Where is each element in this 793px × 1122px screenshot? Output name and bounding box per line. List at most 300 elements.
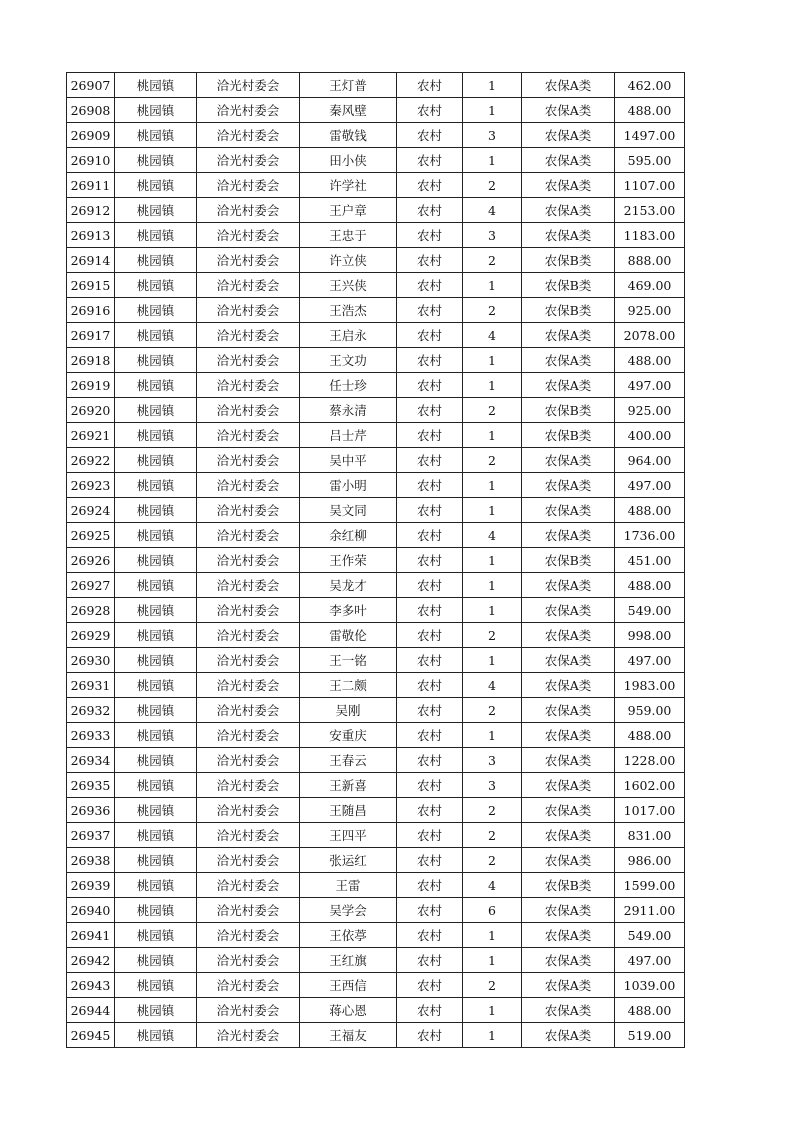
record-id-cell: 26907: [67, 73, 115, 98]
table-row: [67, 73, 685, 98]
residence-type-cell: 农村: [397, 673, 463, 698]
household-size-cell: 2: [463, 398, 522, 423]
table-row: [67, 723, 685, 748]
person-name-cell: 雷小明: [300, 473, 397, 498]
person-name-cell: 吴学会: [300, 898, 397, 923]
table-row: [67, 548, 685, 573]
residence-type-cell: 农村: [397, 623, 463, 648]
insurance-category-cell: 农保A类: [522, 898, 615, 923]
village-committee-cell: 洽光村委会: [197, 848, 300, 873]
amount-cell: 1983.00: [615, 673, 685, 698]
insurance-category-cell: 农保A类: [522, 73, 615, 98]
residence-type-cell: 农村: [397, 273, 463, 298]
record-id-cell: 26918: [67, 348, 115, 373]
person-name-cell: 王启永: [300, 323, 397, 348]
village-committee-cell: 洽光村委会: [197, 1023, 300, 1048]
household-size-cell: 1: [463, 548, 522, 573]
amount-cell: 2078.00: [615, 323, 685, 348]
amount-cell: 497.00: [615, 648, 685, 673]
residence-type-cell: 农村: [397, 798, 463, 823]
table-row: [67, 873, 685, 898]
table-row: [67, 448, 685, 473]
town-cell: 桃园镇: [115, 973, 197, 998]
record-id-cell: 26936: [67, 798, 115, 823]
record-id-cell: 26942: [67, 948, 115, 973]
village-committee-cell: 洽光村委会: [197, 773, 300, 798]
household-size-cell: 2: [463, 973, 522, 998]
table-row: [67, 523, 685, 548]
record-id-cell: 26938: [67, 848, 115, 873]
amount-cell: 1228.00: [615, 748, 685, 773]
insurance-category-cell: 农保B类: [522, 298, 615, 323]
household-size-cell: 4: [463, 198, 522, 223]
town-cell: 桃园镇: [115, 698, 197, 723]
person-name-cell: 王忠于: [300, 223, 397, 248]
residence-type-cell: 农村: [397, 223, 463, 248]
person-name-cell: 王二颇: [300, 673, 397, 698]
amount-cell: 488.00: [615, 98, 685, 123]
insurance-category-cell: 农保B类: [522, 273, 615, 298]
household-size-cell: 2: [463, 298, 522, 323]
village-committee-cell: 洽光村委会: [197, 898, 300, 923]
person-name-cell: 王户章: [300, 198, 397, 223]
record-id-cell: 26933: [67, 723, 115, 748]
residence-type-cell: 农村: [397, 923, 463, 948]
residence-type-cell: 农村: [397, 123, 463, 148]
insurance-category-cell: 农保B类: [522, 423, 615, 448]
table-row: [67, 1023, 685, 1048]
insurance-category-cell: 农保A类: [522, 923, 615, 948]
town-cell: 桃园镇: [115, 748, 197, 773]
town-cell: 桃园镇: [115, 798, 197, 823]
village-committee-cell: 洽光村委会: [197, 148, 300, 173]
household-size-cell: 2: [463, 823, 522, 848]
household-size-cell: 1: [463, 998, 522, 1023]
town-cell: 桃园镇: [115, 623, 197, 648]
town-cell: 桃园镇: [115, 273, 197, 298]
record-id-cell: 26931: [67, 673, 115, 698]
table-row: [67, 798, 685, 823]
table-row: [67, 673, 685, 698]
residence-type-cell: 农村: [397, 823, 463, 848]
town-cell: 桃园镇: [115, 773, 197, 798]
person-name-cell: 王红旗: [300, 948, 397, 973]
residence-type-cell: 农村: [397, 498, 463, 523]
household-size-cell: 2: [463, 173, 522, 198]
village-committee-cell: 洽光村委会: [197, 448, 300, 473]
amount-cell: 451.00: [615, 548, 685, 573]
insurance-category-cell: 农保A类: [522, 148, 615, 173]
table-row: [67, 298, 685, 323]
insurance-category-cell: 农保A类: [522, 348, 615, 373]
household-size-cell: 1: [463, 948, 522, 973]
amount-cell: 925.00: [615, 398, 685, 423]
village-committee-cell: 洽光村委会: [197, 473, 300, 498]
household-size-cell: 1: [463, 423, 522, 448]
town-cell: 桃园镇: [115, 373, 197, 398]
insurance-category-cell: 农保A类: [522, 98, 615, 123]
person-name-cell: 吴龙才: [300, 573, 397, 598]
table-row: [67, 398, 685, 423]
village-committee-cell: 洽光村委会: [197, 673, 300, 698]
record-id-cell: 26945: [67, 1023, 115, 1048]
village-committee-cell: 洽光村委会: [197, 273, 300, 298]
village-committee-cell: 洽光村委会: [197, 223, 300, 248]
person-name-cell: 雷敬钱: [300, 123, 397, 148]
village-committee-cell: 洽光村委会: [197, 998, 300, 1023]
town-cell: 桃园镇: [115, 398, 197, 423]
record-id-cell: 26926: [67, 548, 115, 573]
person-name-cell: 任士珍: [300, 373, 397, 398]
town-cell: 桃园镇: [115, 1023, 197, 1048]
insurance-category-cell: 农保A类: [522, 523, 615, 548]
amount-cell: 519.00: [615, 1023, 685, 1048]
town-cell: 桃园镇: [115, 998, 197, 1023]
insurance-category-cell: 农保A类: [522, 473, 615, 498]
town-cell: 桃园镇: [115, 498, 197, 523]
town-cell: 桃园镇: [115, 948, 197, 973]
household-size-cell: 3: [463, 748, 522, 773]
person-name-cell: 张运红: [300, 848, 397, 873]
table-row: [67, 498, 685, 523]
person-name-cell: 李多叶: [300, 598, 397, 623]
amount-cell: 469.00: [615, 273, 685, 298]
household-size-cell: 1: [463, 573, 522, 598]
table-row: [67, 123, 685, 148]
town-cell: 桃园镇: [115, 98, 197, 123]
insurance-category-cell: 农保A类: [522, 948, 615, 973]
person-name-cell: 王一铭: [300, 648, 397, 673]
household-size-cell: 1: [463, 273, 522, 298]
record-id-cell: 26910: [67, 148, 115, 173]
table-body: [67, 73, 685, 1048]
residence-type-cell: 农村: [397, 1023, 463, 1048]
insurance-category-cell: 农保A类: [522, 973, 615, 998]
insurance-category-cell: 农保A类: [522, 748, 615, 773]
record-id-cell: 26934: [67, 748, 115, 773]
person-name-cell: 雷敬伦: [300, 623, 397, 648]
person-name-cell: 王文功: [300, 348, 397, 373]
town-cell: 桃园镇: [115, 123, 197, 148]
residence-type-cell: 农村: [397, 773, 463, 798]
record-id-cell: 26916: [67, 298, 115, 323]
residence-type-cell: 农村: [397, 73, 463, 98]
household-size-cell: 1: [463, 498, 522, 523]
insurance-category-cell: 农保A类: [522, 698, 615, 723]
record-id-cell: 26908: [67, 98, 115, 123]
town-cell: 桃园镇: [115, 473, 197, 498]
insurance-category-cell: 农保A类: [522, 573, 615, 598]
record-id-cell: 26913: [67, 223, 115, 248]
insurance-category-cell: 农保A类: [522, 448, 615, 473]
town-cell: 桃园镇: [115, 723, 197, 748]
town-cell: 桃园镇: [115, 523, 197, 548]
amount-cell: 1599.00: [615, 873, 685, 898]
village-committee-cell: 洽光村委会: [197, 723, 300, 748]
amount-cell: 1602.00: [615, 773, 685, 798]
household-size-cell: 1: [463, 98, 522, 123]
person-name-cell: 田小侠: [300, 148, 397, 173]
household-size-cell: 4: [463, 323, 522, 348]
town-cell: 桃园镇: [115, 323, 197, 348]
town-cell: 桃园镇: [115, 598, 197, 623]
person-name-cell: 蔡永清: [300, 398, 397, 423]
record-id-cell: 26924: [67, 498, 115, 523]
village-committee-cell: 洽光村委会: [197, 98, 300, 123]
table-row: [67, 173, 685, 198]
residence-type-cell: 农村: [397, 148, 463, 173]
person-name-cell: 王浩杰: [300, 298, 397, 323]
person-name-cell: 秦风壁: [300, 98, 397, 123]
town-cell: 桃园镇: [115, 248, 197, 273]
residence-type-cell: 农村: [397, 398, 463, 423]
amount-cell: 1017.00: [615, 798, 685, 823]
household-size-cell: 4: [463, 523, 522, 548]
residence-type-cell: 农村: [397, 248, 463, 273]
residence-type-cell: 农村: [397, 748, 463, 773]
person-name-cell: 王春云: [300, 748, 397, 773]
person-name-cell: 王兴侠: [300, 273, 397, 298]
household-size-cell: 1: [463, 723, 522, 748]
record-id-cell: 26923: [67, 473, 115, 498]
table-row: [67, 648, 685, 673]
village-committee-cell: 洽光村委会: [197, 923, 300, 948]
person-name-cell: 王西信: [300, 973, 397, 998]
table-row: [67, 923, 685, 948]
village-committee-cell: 洽光村委会: [197, 373, 300, 398]
record-id-cell: 26940: [67, 898, 115, 923]
residence-type-cell: 农村: [397, 998, 463, 1023]
village-committee-cell: 洽光村委会: [197, 548, 300, 573]
insurance-category-cell: 农保A类: [522, 373, 615, 398]
insurance-category-cell: 农保A类: [522, 323, 615, 348]
amount-cell: 497.00: [615, 948, 685, 973]
residence-type-cell: 农村: [397, 898, 463, 923]
town-cell: 桃园镇: [115, 198, 197, 223]
village-committee-cell: 洽光村委会: [197, 523, 300, 548]
residence-type-cell: 农村: [397, 423, 463, 448]
person-name-cell: 吴文同: [300, 498, 397, 523]
residence-type-cell: 农村: [397, 173, 463, 198]
table-row: [67, 898, 685, 923]
record-id-cell: 26917: [67, 323, 115, 348]
town-cell: 桃园镇: [115, 823, 197, 848]
town-cell: 桃园镇: [115, 298, 197, 323]
town-cell: 桃园镇: [115, 573, 197, 598]
town-cell: 桃园镇: [115, 873, 197, 898]
insurance-category-cell: 农保A类: [522, 173, 615, 198]
residence-type-cell: 农村: [397, 598, 463, 623]
insurance-category-cell: 农保B类: [522, 548, 615, 573]
village-committee-cell: 洽光村委会: [197, 623, 300, 648]
record-id-cell: 26932: [67, 698, 115, 723]
residence-type-cell: 农村: [397, 973, 463, 998]
amount-cell: 488.00: [615, 998, 685, 1023]
amount-cell: 1183.00: [615, 223, 685, 248]
insurance-category-cell: 农保A类: [522, 1023, 615, 1048]
record-id-cell: 26937: [67, 823, 115, 848]
town-cell: 桃园镇: [115, 148, 197, 173]
town-cell: 桃园镇: [115, 173, 197, 198]
record-id-cell: 26909: [67, 123, 115, 148]
village-committee-cell: 洽光村委会: [197, 573, 300, 598]
insurance-category-cell: 农保A类: [522, 123, 615, 148]
table-row: [67, 598, 685, 623]
table-row: [67, 198, 685, 223]
amount-cell: 549.00: [615, 598, 685, 623]
table-row: [67, 773, 685, 798]
household-size-cell: 2: [463, 448, 522, 473]
residence-type-cell: 农村: [397, 198, 463, 223]
record-id-cell: 26930: [67, 648, 115, 673]
amount-cell: 998.00: [615, 623, 685, 648]
amount-cell: 488.00: [615, 348, 685, 373]
village-committee-cell: 洽光村委会: [197, 248, 300, 273]
table-row: [67, 148, 685, 173]
table-row: [67, 423, 685, 448]
person-name-cell: 王雷: [300, 873, 397, 898]
residence-type-cell: 农村: [397, 323, 463, 348]
household-size-cell: 3: [463, 223, 522, 248]
household-size-cell: 2: [463, 248, 522, 273]
table-row: [67, 823, 685, 848]
record-id-cell: 26922: [67, 448, 115, 473]
residence-type-cell: 农村: [397, 848, 463, 873]
record-id-cell: 26915: [67, 273, 115, 298]
town-cell: 桃园镇: [115, 448, 197, 473]
village-committee-cell: 洽光村委会: [197, 798, 300, 823]
household-size-cell: 2: [463, 623, 522, 648]
town-cell: 桃园镇: [115, 673, 197, 698]
household-size-cell: 1: [463, 648, 522, 673]
person-name-cell: 许立侠: [300, 248, 397, 273]
person-name-cell: 安重庆: [300, 723, 397, 748]
household-size-cell: 1: [463, 473, 522, 498]
village-committee-cell: 洽光村委会: [197, 748, 300, 773]
village-committee-cell: 洽光村委会: [197, 123, 300, 148]
amount-cell: 497.00: [615, 373, 685, 398]
insurance-category-cell: 农保A类: [522, 848, 615, 873]
amount-cell: 986.00: [615, 848, 685, 873]
insurance-category-cell: 农保A类: [522, 623, 615, 648]
person-name-cell: 王作荣: [300, 548, 397, 573]
person-name-cell: 许学社: [300, 173, 397, 198]
residence-type-cell: 农村: [397, 348, 463, 373]
village-committee-cell: 洽光村委会: [197, 498, 300, 523]
table-row: [67, 698, 685, 723]
town-cell: 桃园镇: [115, 923, 197, 948]
table-row: [67, 848, 685, 873]
table-row: [67, 373, 685, 398]
record-id-cell: 26925: [67, 523, 115, 548]
record-id-cell: 26944: [67, 998, 115, 1023]
insurance-category-cell: 农保A类: [522, 598, 615, 623]
residence-type-cell: 农村: [397, 698, 463, 723]
residence-type-cell: 农村: [397, 723, 463, 748]
record-id-cell: 26911: [67, 173, 115, 198]
amount-cell: 488.00: [615, 573, 685, 598]
residence-type-cell: 农村: [397, 948, 463, 973]
residence-type-cell: 农村: [397, 523, 463, 548]
household-size-cell: 4: [463, 673, 522, 698]
person-name-cell: 王四平: [300, 823, 397, 848]
amount-cell: 964.00: [615, 448, 685, 473]
village-committee-cell: 洽光村委会: [197, 973, 300, 998]
residence-type-cell: 农村: [397, 548, 463, 573]
village-committee-cell: 洽光村委会: [197, 873, 300, 898]
record-id-cell: 26928: [67, 598, 115, 623]
village-committee-cell: 洽光村委会: [197, 348, 300, 373]
town-cell: 桃园镇: [115, 548, 197, 573]
table-row: [67, 623, 685, 648]
household-size-cell: 1: [463, 373, 522, 398]
person-name-cell: 王新喜: [300, 773, 397, 798]
insurance-category-cell: 农保B类: [522, 398, 615, 423]
person-name-cell: 王随昌: [300, 798, 397, 823]
record-id-cell: 26914: [67, 248, 115, 273]
amount-cell: 488.00: [615, 498, 685, 523]
table-row: [67, 248, 685, 273]
amount-cell: 925.00: [615, 298, 685, 323]
amount-cell: 959.00: [615, 698, 685, 723]
town-cell: 桃园镇: [115, 648, 197, 673]
amount-cell: 2911.00: [615, 898, 685, 923]
household-size-cell: 3: [463, 123, 522, 148]
household-size-cell: 1: [463, 598, 522, 623]
residence-type-cell: 农村: [397, 648, 463, 673]
village-committee-cell: 洽光村委会: [197, 298, 300, 323]
amount-cell: 831.00: [615, 823, 685, 848]
household-size-cell: 2: [463, 698, 522, 723]
amount-cell: 549.00: [615, 923, 685, 948]
amount-cell: 1039.00: [615, 973, 685, 998]
village-committee-cell: 洽光村委会: [197, 398, 300, 423]
residence-type-cell: 农村: [397, 473, 463, 498]
record-id-cell: 26929: [67, 623, 115, 648]
table-row: [67, 223, 685, 248]
record-id-cell: 26912: [67, 198, 115, 223]
insurance-category-cell: 农保A类: [522, 198, 615, 223]
table-row: [67, 98, 685, 123]
household-size-cell: 1: [463, 73, 522, 98]
amount-cell: 2153.00: [615, 198, 685, 223]
table-row: [67, 273, 685, 298]
record-id-cell: 26939: [67, 873, 115, 898]
household-size-cell: 1: [463, 1023, 522, 1048]
insurance-category-cell: 农保A类: [522, 648, 615, 673]
town-cell: 桃园镇: [115, 848, 197, 873]
insurance-category-cell: 农保A类: [522, 823, 615, 848]
person-name-cell: 王福友: [300, 1023, 397, 1048]
household-size-cell: 1: [463, 148, 522, 173]
table-row: [67, 948, 685, 973]
village-committee-cell: 洽光村委会: [197, 948, 300, 973]
table-row: [67, 573, 685, 598]
record-id-cell: 26935: [67, 773, 115, 798]
village-committee-cell: 洽光村委会: [197, 698, 300, 723]
residence-type-cell: 农村: [397, 873, 463, 898]
village-committee-cell: 洽光村委会: [197, 823, 300, 848]
record-id-cell: 26919: [67, 373, 115, 398]
insurance-category-cell: 农保B类: [522, 873, 615, 898]
village-committee-cell: 洽光村委会: [197, 198, 300, 223]
table-row: [67, 973, 685, 998]
household-size-cell: 4: [463, 873, 522, 898]
person-name-cell: 吴中平: [300, 448, 397, 473]
household-size-cell: 2: [463, 798, 522, 823]
record-id-cell: 26927: [67, 573, 115, 598]
residence-type-cell: 农村: [397, 573, 463, 598]
